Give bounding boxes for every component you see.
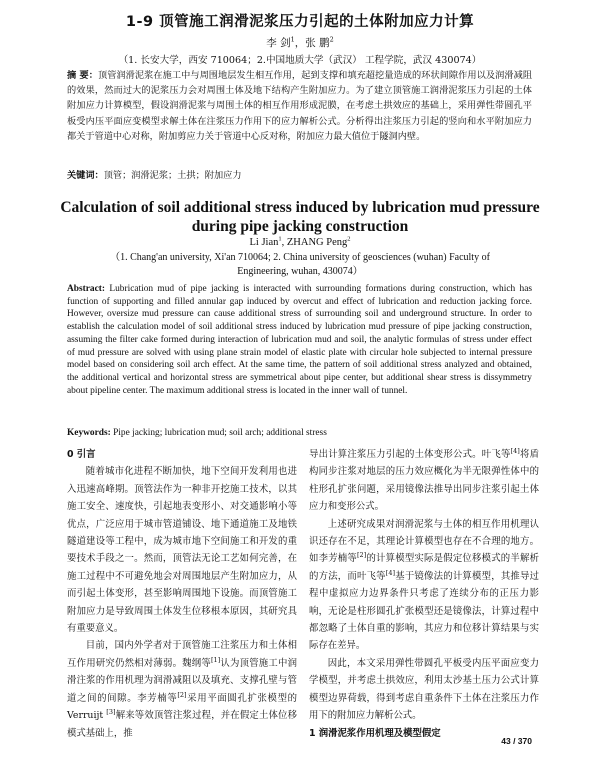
section-heading-introduction: 0 引言 [67, 449, 96, 460]
chinese-keywords [67, 167, 532, 181]
english-keywords-label: Keywords: [67, 428, 111, 438]
chinese-abstract [67, 68, 532, 144]
paragraph: 因此，本文采用弹性带圆孔平板受内压平面应变力学模型，并考虑土拱效应，利用太沙基土压力公式计算模型边界荷载，得到考虑自重条件下土体在注浆压力作用下的附加应力解析公式。 [309, 657, 539, 722]
chinese-title: 1-9 顶管施工润滑泥浆压力引起的土体附加应力计算 [125, 14, 475, 30]
english-abstract-text: Lubrication mud of pipe jacking is interacted with surrounding formations during construction, which has function of supporting and filled annular gap induced by overcut and effect of lubrication and reduction jacking force. However, oversize mud pressure can cause additional stress of surrounding soil and underground structure. In order to establish the calculation model of soil additional stress induced by lubrication mud pressure of pipe jacking construction, assuming the filter cake formed during interaction of lubrication mud and soil, the analytic formulas of stress under effect of mud pressure are solved with using plane strain model of elastic plate with circular hole subjected to internal pressure model based on considering soil arch effect. At the same time, the pattern of soil additional stress analyzed and obtained, the additional vertical and horizontal stress are symmetrical about pipe center, but additional shear stress is dissymmetry about pipeline center. The maximum additional stress is located in the inner wall of tunnel. [67, 284, 533, 396]
paragraph: 随着城市化进程不断加快，地下空间开发利用也进入迅速高峰期。顶管法作为一种非开挖施工技术，以其施工安全、速度快，引起地表变形小、对交通影响小等优点，广泛应用于城市管道铺设、地下通道施工及地铁隧道建设等工程中，成为城市地下空间施工和开发的重要技术手段之一。然而，顶管法无论工艺如何完善，在施工过程中不可避免地会对周围地层产生附加应力，从而引起土体变形，甚至影响周围地下设施。而顶管施工附加应力是导致周围土体发生位移根本原因，其研究具有重要意义。 [67, 466, 297, 635]
english-abstract [67, 283, 532, 397]
english-authors: Li Jian$^1$, ZHANG Peng$^2$ [249, 235, 351, 248]
body-column-right [309, 446, 539, 742]
page-number: 43 / 370 [501, 736, 532, 746]
chinese-abstract-label: 摘 要： [67, 70, 98, 81]
english-abstract-label: Abstract: [67, 284, 106, 294]
paragraph: 目前，国内外学者对于顶管施工注浆压力和土体相互作用研究仍然相对薄弱。魏纲等[1]认为顶管施工中润滑注浆的作用机理为润滑减阻以及填充、支撑孔壁与管道之间的间隙。李芳楠等[2]采用平面圆孔扩张模型的 Verruijt [3]解来等效顶管注浆过程，并在假定土体位移模式基础上，推 [67, 640, 297, 739]
chinese-authors: 李 剑$^1$，张 鹏$^2$ [266, 35, 334, 49]
chinese-keywords-label: 关键词： [67, 170, 104, 181]
chinese-keywords-text: 顶管；润滑泥浆；土拱；附加应力 [103, 170, 242, 181]
english-affiliation: （1. Chang'an university, Xi'an 710064; 2. China university of geosciences (wuhan) Faculty of Engineering, wuhan, 430074） [110, 252, 490, 277]
body-column-left [67, 446, 297, 742]
paragraph: 上述研究成果对润滑泥浆与土体的相互作用机理认识还存在不足，其理论计算模型也存在不合理的地方。如李芳楠等[2]的计算模型实际是假定位移模式的半解析的方法，而叶飞等[4]基于镜像法的计算模型，其推导过程中虚拟应力边界条件只考虑了连续分布的正压力影响，无论是柱形圆孔扩张模型还是镜像法，计算过程中都忽略了土体自重的影响，其应力和位移计算结果与实际存在差异。 [309, 518, 539, 652]
section-heading-1: 1 润滑泥浆作用机理及模型假定 [309, 727, 441, 739]
chinese-affiliation: （1. 长安大学，西安 710064；2.中国地质大学（武汉） 工程学院，武汉 430074） [118, 55, 482, 66]
english-keywords-text: Pipe jacking; lubrication mud; soil arch; additional stress [113, 428, 327, 438]
english-title-line1: Calculation of soil additional stress induced by lubrication mud pressure [60, 199, 540, 216]
paragraph: 导出计算注浆压力引起的土体变形公式。叶飞等[4]将盾构同步注浆对地层的压力效应概化为半无限弹性体中的柱形孔扩张问题，采用镜像法推导出同步注浆引起土体应力和变形公式。 [309, 446, 539, 513]
english-title-line2: during pipe jacking construction [191, 218, 409, 235]
chinese-abstract-text: 顶管润滑泥浆在施工中与周围地层发生相互作用，起到支撑和填充超挖量造成的环状间隙作用以及润滑减阻的效果，然而过大的泥浆压力会对周围土体及地下结构产生附加应力。为了建立顶管施工润滑泥浆压力引起的土体附加应力计算模型，假设润滑泥浆与周围土体的相互作用形成泥膜，在考虑土拱效应的基础上，采用弹性带圆孔平板受内压平面应变模型求解土体在注浆压力作用下的应力解析公式。分析得出注浆压力引起的竖向和水平附加应力都关于管道中心对称，附加剪应力关于管道中心反对称，附加应力最大值位于隧洞内壁。 [67, 70, 533, 142]
english-title [0, 198, 600, 236]
english-keywords [67, 428, 532, 438]
